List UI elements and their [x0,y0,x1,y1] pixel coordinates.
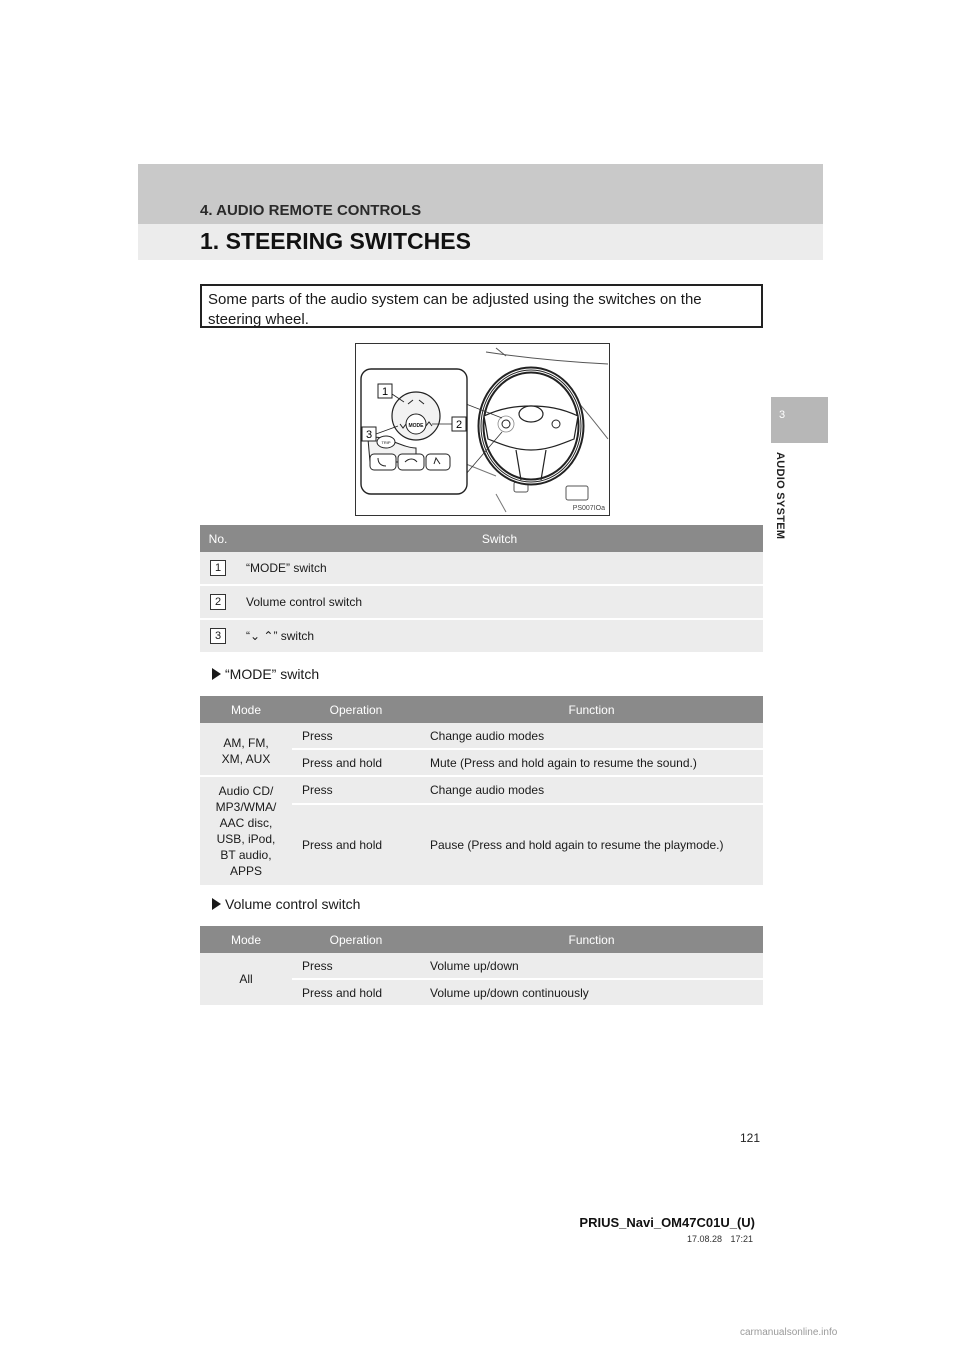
col-operation: Operation [292,696,420,723]
operation-cell: Press and hold [292,804,420,886]
svg-text:3: 3 [365,429,373,441]
chapter-label-text: AUDIO SYSTEM [774,452,786,540]
section-label: 4. AUDIO REMOTE CONTROLS [200,202,422,219]
col-mode: Mode [200,696,292,723]
mode-switch-heading-text: “MODE” switch [225,666,320,682]
col-no: No. [200,525,236,552]
mode-cell: All [200,953,292,1006]
mode-switch-table [200,696,763,887]
col-function: Function [420,926,763,953]
col-function: Function [420,696,763,723]
function-cell: Volume up/down continuously [420,979,763,1006]
table-row [200,776,763,804]
volume-switch-table [200,926,763,1007]
function-cell: Change audio modes [420,776,763,804]
function-cell: Volume up/down [420,953,763,979]
function-cell: Mute (Press and hold again to resume the sound.) [420,749,763,776]
switch-table [200,525,763,654]
volume-switch-heading-text: Volume control switch [225,896,361,912]
switch-number-1: 1 [210,560,226,576]
function-cell: Pause (Press and hold again to resume the playmode.) [420,804,763,886]
intro-box: Some parts of the audio system can be adjusted using the switches on the steering wheel. [200,284,763,328]
volume-switch-heading [212,896,360,912]
col-mode: Mode [200,926,292,953]
figure-code: PS007IOa [572,505,605,512]
col-operation: Operation [292,926,420,953]
switch-name: Volume control switch [236,585,763,619]
operation-cell: Press [292,953,420,979]
triangle-bullet-icon [212,898,221,910]
triangle-bullet-icon [212,668,221,680]
print-stamp: 17.08.28 17:21 [686,1234,753,1244]
col-switch: Switch [236,525,763,552]
steering-wheel-figure [355,343,610,516]
switch-number-3: 3 [210,628,226,644]
table-row [200,585,763,619]
function-cell: Change audio modes [420,723,763,749]
operation-cell: Press and hold [292,749,420,776]
document-id: PRIUS_Navi_OM47C01U_(U) [579,1215,755,1230]
page-number: 121 [740,1131,761,1145]
operation-cell: Press [292,723,420,749]
mode-cell: Audio CD/ MP3/WMA/ AAC disc, USB, iPod, BT audio, APPS [200,776,292,886]
switch-name: “MODE” switch [236,552,763,585]
operation-cell: Press and hold [292,979,420,1006]
table-row [200,953,763,979]
trip-button-label: TRIP [381,440,391,445]
table-row [200,619,763,653]
svg-text:2: 2 [455,419,463,431]
page-title: 1. STEERING SWITCHES [200,228,471,254]
table-row [200,723,763,749]
mode-cell: AM, FM, XM, AUX [200,723,292,776]
switch-number-2: 2 [210,594,226,610]
steering-wheel-illustration [356,344,609,515]
switch-name: “⌄ ⌃” switch [236,619,763,653]
watermark: carmanualsonline.info [740,1327,838,1338]
mode-switch-heading [212,666,319,682]
operation-cell: Press [292,776,420,804]
table-row [200,552,763,585]
mode-button-label: MODE [408,423,424,429]
chapter-number: 3 [778,409,786,421]
chapter-label [771,452,793,552]
svg-text:1: 1 [381,386,389,398]
